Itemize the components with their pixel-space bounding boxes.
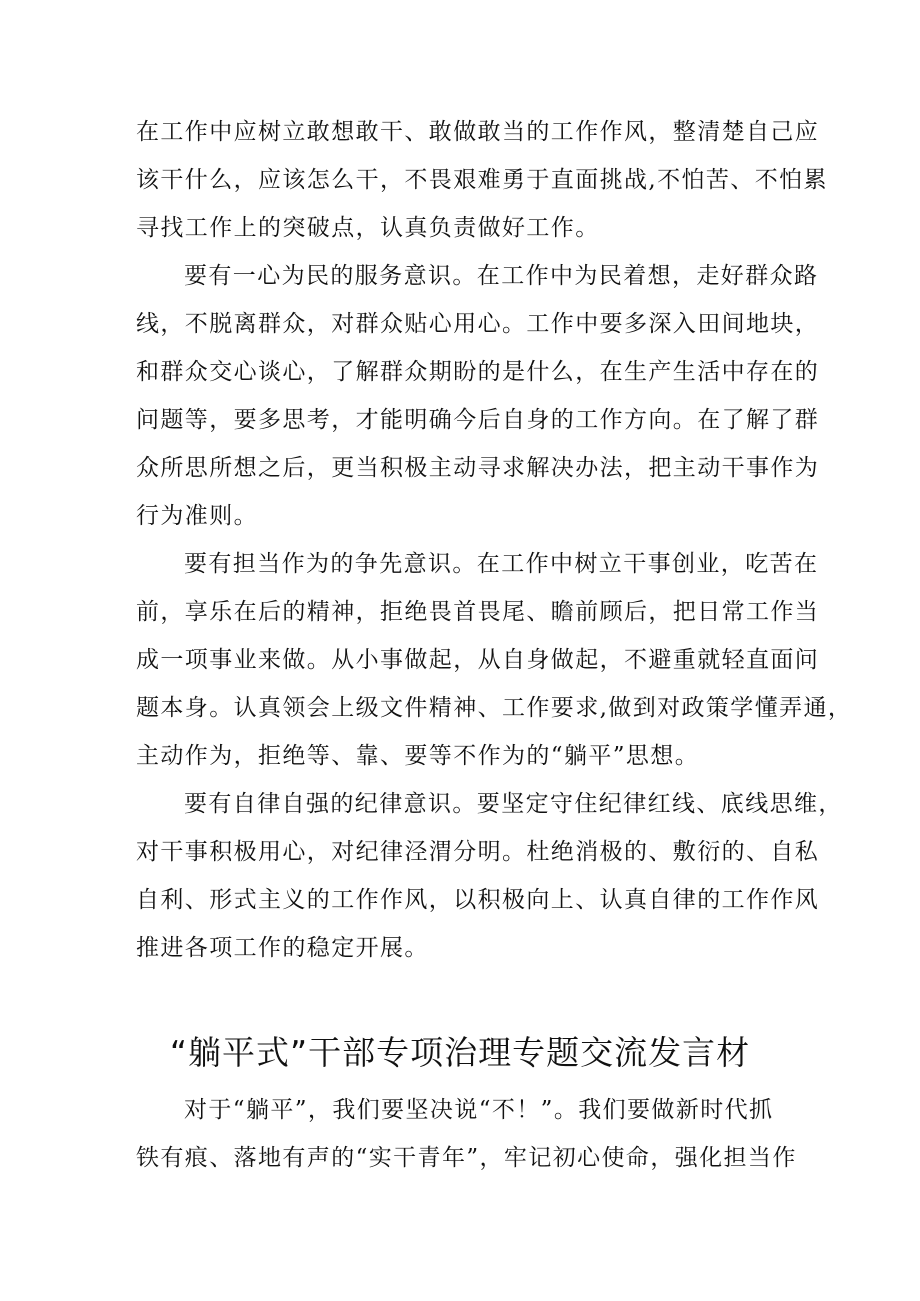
text-line: 行为准则。 [136, 503, 258, 529]
text-line: 要有一心为民的服务意识。在工作中为民着想，走好群众路 [184, 263, 819, 289]
text-line: 线，不脱离群众，对群众贴心用心。工作中要多深入田间地块， [136, 311, 820, 337]
text-line: 对干事积极用心，对纪律泾渭分明。杜绝消极的、敷衍的、自私 [136, 839, 820, 865]
text-line: 问题等，要多思考，才能明确今后自身的工作方向。在了解了群 [136, 407, 820, 433]
text-line: 主动作为，拒绝等、靠、要等不作为的“躺平”思想。 [136, 743, 700, 769]
text-line: 要有自律自强的纪律意识。要坚定守住纪律红线、底线思维， [184, 791, 843, 817]
section-title: “躺平式”干部专项治理专题交流发言材 [169, 1033, 751, 1072]
text-line: 众所思所想之后，更当积极主动寻求解决办法，把主动干事作为 [136, 455, 820, 481]
text-line: 寻找工作上的突破点，认真负责做好工作。 [136, 215, 600, 241]
text-line: 对于“躺平”，我们要坚决说“不！”。我们要做新时代抓 [184, 1097, 774, 1123]
text-line: 成一项事业来做。从小事做起，从自身做起，不避重就轻直面问 [136, 647, 820, 673]
text-line: 自利、形式主义的工作作风，以积极向上、认真自律的工作作风 [136, 887, 820, 913]
text-line: 在工作中应树立敢想敢干、敢做敢当的工作作风，整清楚自己应 [136, 119, 820, 145]
text-line: 要有担当作为的争先意识。在工作中树立干事创业，吃苦在 [184, 551, 819, 577]
text-line: 该干什么，应该怎么干，不畏艰难勇于直面挑战,不怕苦、不怕累 [136, 167, 828, 193]
text-line: 前，享乐在后的精神，拒绝畏首畏尾、瞻前顾后，把日常工作当 [136, 599, 820, 625]
text-line: 铁有痕、落地有声的“实干青年”，牢记初心使命，强化担当作 [136, 1145, 797, 1171]
text-line: 推进各项工作的稳定开展。 [136, 935, 429, 961]
text-line: 和群众交心谈心，了解群众期盼的是什么，在生产生活中存在的 [136, 359, 820, 385]
text-line: 题本身。认真领会上级文件精神、工作要求,做到对政策学懂弄通， [136, 695, 853, 721]
